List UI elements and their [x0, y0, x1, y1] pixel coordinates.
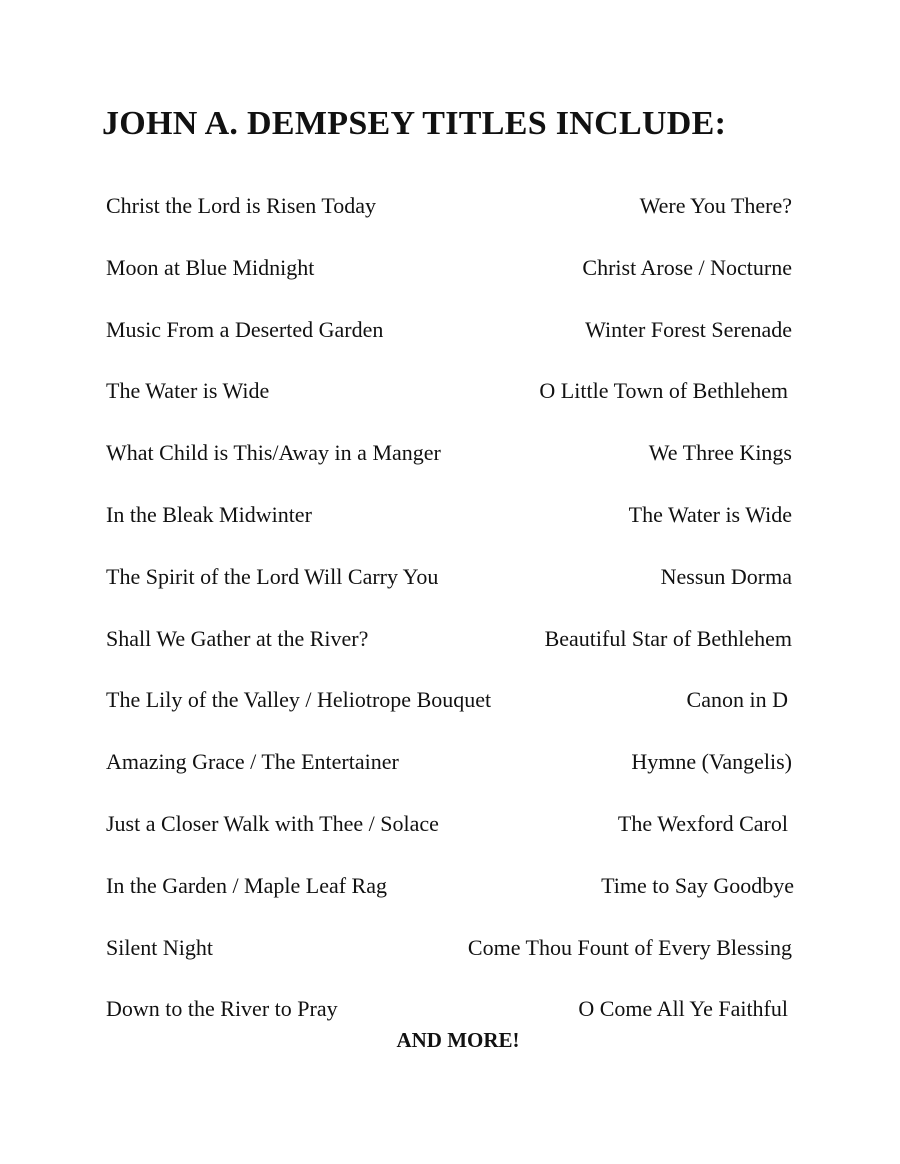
title-right: Winter Forest Serenade — [585, 316, 792, 342]
title-left: Moon at Blue Midnight — [106, 254, 315, 280]
title-row — [106, 252, 792, 314]
title-left: Music From a Deserted Garden — [106, 316, 384, 342]
title-left: Just a Closer Walk with Thee / Solace — [106, 810, 439, 836]
title-right: O Little Town of Bethlehem — [539, 378, 788, 404]
title-row — [106, 375, 792, 437]
title-row — [106, 190, 792, 252]
title-right: Time to Say Goodbye — [601, 872, 794, 898]
title-row — [106, 870, 792, 932]
title-row — [106, 561, 792, 623]
and-more-note: AND MORE! — [396, 1028, 520, 1052]
title-right: Were You There? — [639, 193, 792, 218]
title-right: Christ Arose / Nocturne — [582, 254, 792, 280]
title-row — [106, 623, 792, 685]
page-title: JOHN A. DEMPSEY TITLES INCLUDE: — [102, 105, 727, 142]
title-right: The Wexford Carol — [617, 810, 788, 836]
title-left: The Spirit of the Lord Will Carry You — [106, 563, 439, 589]
title-right: We Three Kings — [648, 440, 792, 466]
title-left: The Lily of the Valley / Heliotrope Bouquet — [106, 687, 492, 713]
title-row — [106, 932, 792, 994]
title-left: What Child is This/Away in a Manger — [106, 440, 441, 466]
title-right: O Come All Ye Faithful — [578, 996, 788, 1022]
title-left: Amazing Grace / The Entertainer — [106, 749, 399, 775]
title-right: Beautiful Star of Bethlehem — [544, 625, 792, 651]
titles-list — [106, 190, 792, 1055]
title-left: In the Bleak Midwinter — [106, 501, 312, 527]
title-right: Hymne (Vangelis) — [631, 749, 792, 775]
title-left: Shall We Gather at the River? — [106, 625, 369, 651]
title-left: Down to the River to Pray — [106, 996, 338, 1022]
title-row — [106, 499, 792, 561]
title-left: In the Garden / Maple Leaf Rag — [106, 872, 387, 898]
title-left: Silent Night — [106, 934, 213, 960]
title-row — [106, 808, 792, 870]
title-left: Christ the Lord is Risen Today — [106, 193, 376, 218]
title-row — [106, 437, 792, 499]
title-right: Nessun Dorma — [660, 563, 792, 589]
title-row — [106, 314, 792, 376]
title-left: The Water is Wide — [106, 378, 270, 404]
title-row — [106, 684, 792, 746]
title-row — [106, 746, 792, 808]
title-right: Come Thou Fount of Every Blessing — [467, 934, 792, 960]
title-right: The Water is Wide — [628, 501, 792, 527]
title-right: Canon in D — [686, 687, 788, 713]
